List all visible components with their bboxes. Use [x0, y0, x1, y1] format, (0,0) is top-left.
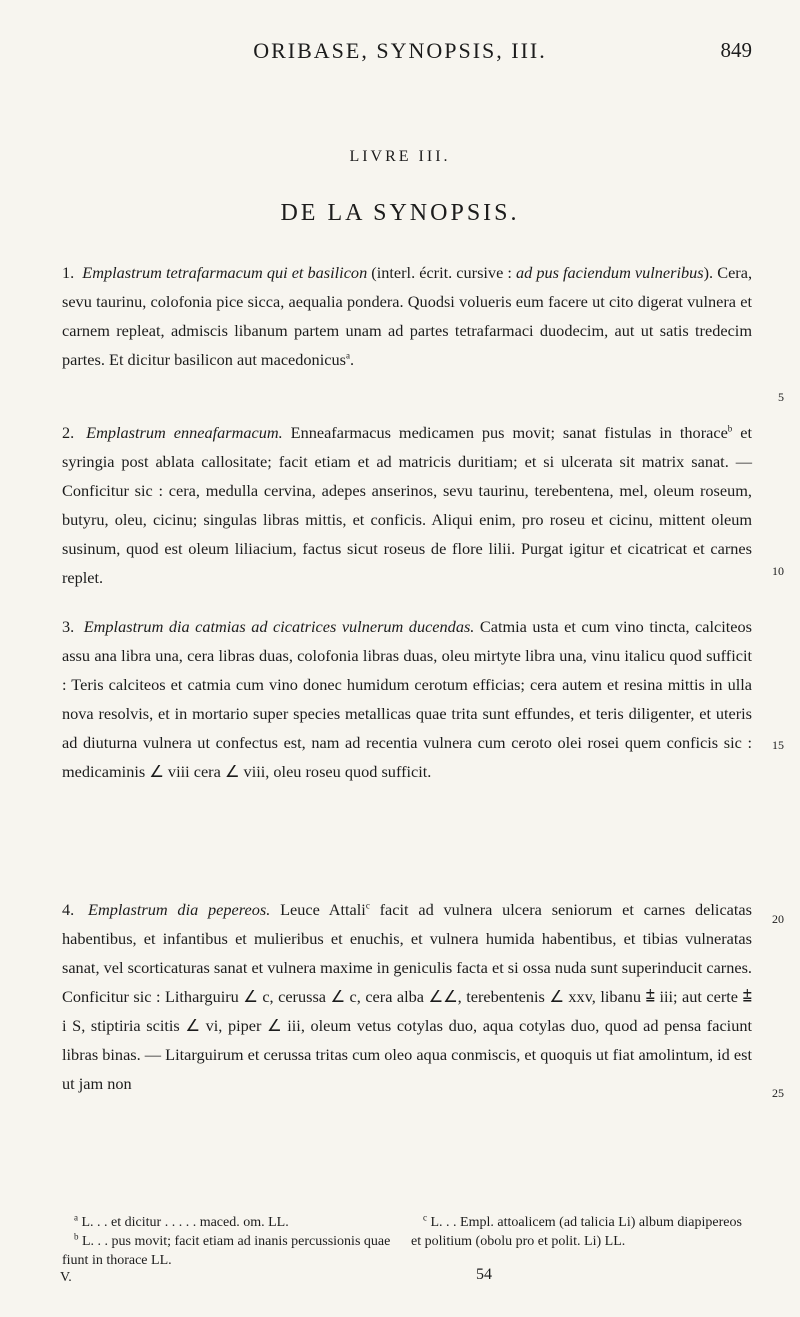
paragraph-title: Emplastrum enneafarmacum. — [86, 423, 283, 442]
footnote-ref: a — [345, 350, 350, 361]
paragraph-body-cont: et syringia post ablata callositate; facit etiam et ad matricis duritiam; et si ulcerata sit matrix sanat. — Conficitur sic : cera, medulla cervina, adepes anserinos, sevu taurinu, terebentena, mel, oleum roseum, butyru, oleu, cicinu; singulas libras mittis, et conficis. Aliqui enim, pro roseu et cicinu, mittent oleum susinum, quod est oleum liliacium, factus sicut roseus de flore lilii. Purgat igitur et cicatricat et carnes replet. — [62, 423, 752, 587]
paragraph-title: Emplastrum dia pepereos. — [88, 900, 271, 919]
running-head: ORIBASE, SYNOPSIS, III. — [253, 38, 547, 63]
paragraph-body: Catmia usta et cum vino tincta, calciteos assu ana libra una, cera libras duas, colofonia libras duas, oleu mirtyte libra una, vinu italicu quod sufficit : Teris calciteos et catmia cum vino donec humidum cerotum efficias; cera autem et resina mittis in ulla nova resolvis, et in mortario super species metallicas quae trita sunt effundes, et teris diligenter, et uteris ad diuturna vulnera ut confectus est, nam ad recentia vulnera cum ceroto olei rosei quem conficis sic : medicaminis ∠ viii cera ∠ viii, oleu roseu quod sufficit. — [62, 617, 752, 781]
paragraph-number: 4. — [62, 900, 75, 919]
book-title: DE LA SYNOPSIS. — [280, 200, 520, 226]
paren-close: ). — [703, 263, 718, 282]
sheet-number: 54 — [476, 1266, 492, 1283]
footnote-b: $^b$ L. . . pus movit; facit etiam ad inanis percussionis quae fiunt in thorace LL. — [62, 1231, 391, 1268]
footnote-ref: c — [365, 900, 370, 911]
paren-open: (interl. écrit. cursive : — [367, 263, 516, 282]
paren-italic: ad pus faciendum vulneribus — [515, 263, 704, 282]
paragraph-3 — [62, 612, 752, 786]
book-label: LIVRE III. — [349, 148, 451, 165]
footnote-ref: b — [727, 423, 733, 434]
paragraph-number: 3. — [62, 617, 75, 636]
footnote-a: $^a$ L. . . et dicitur . . . . . maced. om. LL. — [74, 1212, 289, 1230]
paragraph-number: 1. — [62, 263, 75, 282]
paragraph-number: 2. — [62, 423, 75, 442]
line-number: 25 — [772, 1086, 784, 1100]
paragraph-body: Leuce Attali — [270, 900, 366, 919]
signature-mark: V. — [60, 1270, 72, 1285]
footnote-c: $^c$ L. . . Empl. attoalicem (ad talicia Li) album diapipereos et politium (obolu pro et polit. Li) LL. — [411, 1212, 742, 1249]
line-number: 20 — [772, 912, 784, 926]
paragraph-title: Emplastrum tetrafarmacum qui et basilicon — [82, 263, 368, 282]
paragraph-title: Emplastrum dia catmias ad cicatrices vulnerum ducendas. — [83, 617, 475, 636]
paragraph-2 — [62, 418, 752, 592]
footnotes-left — [62, 1213, 397, 1270]
paragraph-body: Cera, sevu taurinu, colofonia pice sicca, aequalia pondera. Quodsi volueris eum facere ut cito digerat vulnera et carnem repleat, admiscis libanum partem unam ad partes tetrafarmaci duodecim, aut ut satis tredecim partes. Et dicitur basilicon aut macedonicus — [62, 263, 753, 369]
line-number: 5 — [778, 390, 784, 404]
paragraph-body-cont: facit ad vulnera ulcera seniorum et carnes delicatas habentibus, et infantibus et mulieribus et enuchis, et vulnera humida habentibus, et tibias vulneratas sanat, vel scorticaturas sanat et vulnera maxime in geniculis facta et si ossa nuda sunt superinducit carnes. Conficitur sic : Litharguiru ∠ c, cerussa ∠ c, cera alba ∠∠, terebentenis ∠ xxv, libanu ⩲ iii; aut certe ⩲ i S, stiptiria scitis ∠ vi, piper ∠ iii, oleum vetus cotylas duo, aqua cotylas duo, quod ad pensa faciunt libras binas. — Litarguirum et cerussa tritas cum oleo aqua conmiscis, et quoquis ut fiat amolintum, id est ut jam non — [62, 900, 752, 1093]
footnotes — [62, 1213, 752, 1270]
line-number: 10 — [772, 564, 784, 578]
paragraph-body: Enneafarmacus medicamen pus movit; sanat fistulas in thorace — [282, 423, 728, 442]
footnotes-right — [411, 1213, 746, 1251]
line-number: 15 — [772, 738, 784, 752]
paragraph-4 — [62, 895, 752, 1098]
page-number: 849 — [720, 38, 752, 62]
paragraph-1: 1. Emplastrum tetrafarmacum qui et basilicon (interl. écrit. cursive : ad pus faciendum vulneribus). Cera, sevu taurinu, colofonia pice sicca, aequalia pondera. Quodsi volueris eum facere ut cito digerat vulnera et carnem repleat, admiscis libanum partem unam ad partes tetrafarmaci duodecim, aut ut satis tredecim partes. Et dicitur basilicon aut macedonicus$^a$. — [62, 263, 753, 369]
